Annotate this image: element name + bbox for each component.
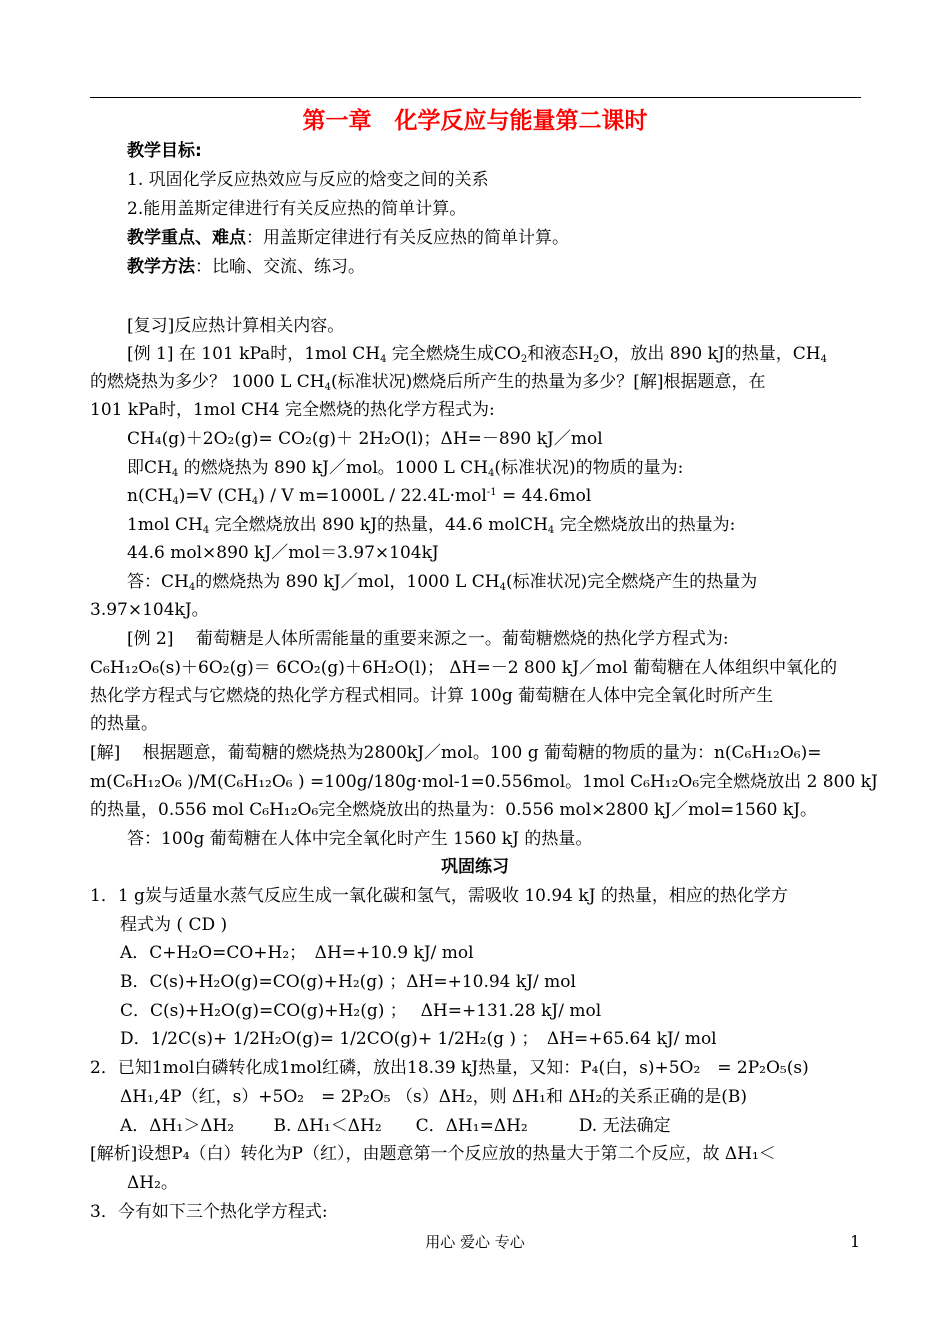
example2-line4: 的热量。: [90, 714, 158, 734]
question3-line1: 3．今有如下三个热化学方程式:: [90, 1202, 328, 1222]
page-title: 第一章 化学反应与能量第二课时: [302, 108, 648, 134]
analysis-line2: ΔH₂。: [127, 1173, 178, 1193]
methods-text: ：比喻、交流、练习。: [195, 257, 365, 277]
question2-line1: 2．已知1mol白磷转化成1mol红磷，放出18.39 kJ热量，又知：P₄(白，s)+5O₂ = 2P₂O₅(s): [90, 1058, 809, 1078]
question2-line2: ΔH₁,4P（红，s）+5O₂ = 2P₂O₅ （s）ΔH₂，则 ΔH₁和 ΔH₂的关系正确的是(B): [120, 1087, 748, 1107]
question2-options: A．ΔH₁＞ΔH₂ B. ΔH₁＜ΔH₂ C．ΔH₁=ΔH₂ D. 无法确定: [120, 1116, 671, 1136]
question1-option-a: A．C+H₂O=CO+H₂； ΔH=+10.9 kJ/ mol: [120, 943, 474, 963]
page-footer: 用心 爱心 专心: [425, 1233, 525, 1251]
analysis-line1: [解析]设想P₄（白）转化为P（红），由题意第一个反应放的热量大于第二个反应，故 ΔH₁＜: [90, 1144, 776, 1164]
example1-line6: $n(CH_4)=V$ $(CH_4)$ / V m=1000L / 22.4L·mol$^{-1}$ = 44.6mol: [127, 486, 592, 507]
example2-answer: 答：100g 葡萄糖在人体中完全氧化时产生 1560 kJ 的热量。: [127, 829, 593, 849]
example1-line2: 的燃烧热为多少？ 1000 L $CH_4$(标准状况)燃烧后所产生的热量为多少？[解]根据题意，在: [90, 372, 766, 393]
example2-line3: 热化学方程式与它燃烧的热化学方程式相同。计算 100g 葡萄糖在人体中完全氧化时所产生: [90, 686, 774, 706]
example1-equation: CH₄(g)＋2O₂(g)= CO₂(g)＋ 2H₂O(l)；ΔH=－890 kJ／mol: [127, 429, 603, 449]
keypoints-label: 教学重点、难点: [127, 228, 246, 248]
example1-line5: 即$CH_4$ 的燃烧热为 890 kJ／mol。1000 L $CH_4$(标准状况)的物质的量为:: [127, 458, 684, 479]
example1-line1: [例 1] 在 101 kPa时，1mol $CH_4$ 完全燃烧生成$CO_2$和液态$H_2O$，放出 890 kJ的热量，$CH_4$: [127, 344, 827, 365]
example2-solution1: [解] 根据题意，葡萄糖的燃烧热为2800kJ／mol。100 g 葡萄糖的物质的量为：n(C₆H₁₂O₆)=: [90, 743, 822, 763]
methods: [127, 257, 365, 277]
question1-line2: 程式为 ( CD ): [120, 915, 228, 935]
objective-1: 1. 巩固化学反应热效应与反应的焓变之间的关系: [127, 170, 489, 190]
question1-option-c: C．C(s)+H₂O(g)=CO(g)+H₂(g) ； ΔH=+131.28 kJ/ mol: [120, 1001, 602, 1021]
question1-line1: 1．1 g炭与适量水蒸气反应生成一氧化碳和氢气，需吸收 10.94 kJ 的热量，相应的热化学方: [90, 886, 788, 906]
example1-answer-cont: 3.97×104kJ。: [90, 600, 209, 620]
example1-line3: 101 kPa时，1mol CH4 完全燃烧的热化学方程式为:: [90, 400, 495, 420]
question1-option-b: B．C(s)+H₂O(g)=CO(g)+H₂(g) ；ΔH=+10.94 kJ/ mol: [120, 972, 576, 992]
page-number: 1: [850, 1232, 861, 1251]
example1-line8: 44.6 mol×890 kJ／mol＝3.97×104kJ: [127, 543, 439, 563]
example1-line7: 1mol $CH_4$ 完全燃烧放出 890 kJ的热量，44.6 molCH$_4$ 完全燃烧放出的热量为:: [127, 515, 736, 536]
review-line: [复习]反应热计算相关内容。: [127, 316, 345, 336]
example2-solution2: m(C₆H₁₂O₆ )/M(C₆H₁₂O₆ ) =100g/180g·mol-1=0.556mol。1mol C₆H₁₂O₆完全燃烧放出 2 800 kJ: [90, 772, 878, 792]
example2-solution3: 的热量，0.556 mol C₆H₁₂O₆完全燃烧放出的热量为：0.556 mol×2800 kJ／mol=1560 kJ。: [90, 800, 818, 820]
objective-2: 2.能用盖斯定律进行有关反应热的简单计算。: [127, 199, 467, 219]
methods-label: 教学方法: [127, 257, 195, 277]
example2-line1: [例 2] 葡萄糖是人体所需能量的重要来源之一。葡萄糖燃烧的热化学方程式为:: [127, 629, 729, 649]
header-rule: [90, 97, 861, 98]
practice-heading: 巩固练习: [441, 857, 509, 877]
example1-answer: 答：$CH_4$的燃烧热为 890 kJ／mol，1000 L $CH_4$(标准状况)完全燃烧产生的热量为: [127, 572, 758, 593]
keypoints: [127, 228, 569, 248]
keypoints-text: ：用盖斯定律进行有关反应热的简单计算。: [246, 228, 569, 248]
objectives-heading: 教学目标:: [127, 141, 202, 161]
question1-option-d: D．1/2C(s)+ 1/2H₂O(g)= 1/2CO(g)+ 1/2H₂(g ) ； ΔH=+65.64 kJ/ mol: [120, 1029, 717, 1049]
example2-line2: C₆H₁₂O₆(s)＋6O₂(g)＝ 6CO₂(g)＋6H₂O(l)； ΔH=－2 800 kJ／mol 葡萄糖在人体组织中氧化的: [90, 658, 838, 678]
